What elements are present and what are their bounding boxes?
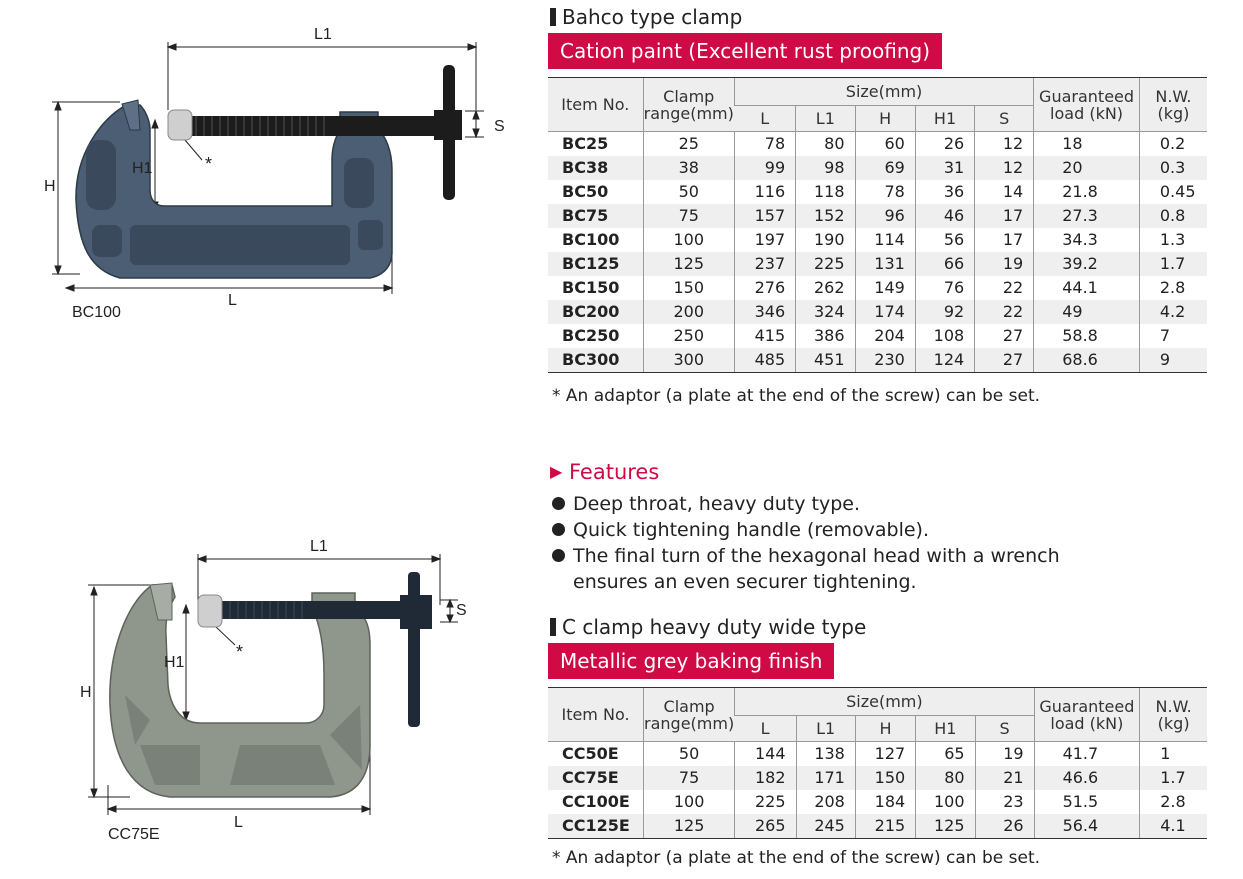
table-row: [548, 204, 1207, 228]
weight-cell: 7: [1139, 324, 1207, 348]
clamp-range-cell: 50: [644, 742, 735, 767]
size-cell: 245: [796, 814, 855, 839]
size-cell: 152: [796, 204, 855, 228]
header-item-no: Item No.: [548, 78, 643, 132]
header-nw: [1139, 78, 1207, 132]
size-cell: 17: [975, 204, 1034, 228]
header-nw-line1: N.W.: [1155, 696, 1192, 716]
dim-s-label: S: [494, 118, 505, 135]
section-mark: [550, 8, 556, 26]
size-cell: 26: [975, 814, 1034, 839]
size-cell: 237: [734, 252, 795, 276]
header-clamp-range: [643, 78, 734, 132]
section-title-cclamp: [550, 615, 866, 639]
load-cell: 34.3: [1034, 228, 1140, 252]
header-clamp-range-line2: range(mm): [643, 103, 734, 123]
item-no-cell: BC125: [548, 252, 643, 276]
clamp-range-cell: 125: [643, 252, 734, 276]
size-cell: 215: [855, 814, 915, 839]
clamp-range-cell: 38: [643, 156, 734, 180]
size-cell: 451: [796, 348, 855, 373]
item-no-cell: BC100: [562, 230, 620, 249]
header-h1: H1: [915, 106, 974, 132]
item-no-cell: CC125E: [548, 814, 644, 839]
dim-s-label-2: S: [456, 602, 467, 619]
item-no-cell: BC50: [562, 182, 609, 201]
dim-l1-label-2: L1: [310, 538, 328, 555]
bullet-icon: [552, 523, 565, 536]
weight-cell: 4.1: [1140, 814, 1207, 839]
size-cell: 26: [915, 132, 974, 157]
weight-cell: 1.3: [1139, 228, 1207, 252]
feature-text: The final turn of the hexagonal head with a wrench: [573, 545, 1060, 567]
size-cell: 19: [975, 742, 1034, 767]
feature-text: Deep throat, heavy duty type.: [573, 493, 861, 515]
clamp-range-cell: 25: [643, 132, 734, 157]
cc75e-clamp-drawing: [80, 545, 480, 825]
features-title-text: Features: [569, 460, 660, 484]
cclamp-table-body: [548, 742, 1207, 839]
weight-cell: 0.3: [1139, 156, 1207, 180]
finish-banner-cation: Cation paint (Excellent rust proofing): [548, 33, 942, 69]
table-row: [548, 228, 1207, 252]
load-cell: 51.5: [1034, 790, 1140, 814]
feature-text: Quick tightening handle (removable).: [573, 519, 929, 541]
size-cell: 157: [734, 204, 795, 228]
bc100-clamp-drawing: [40, 20, 530, 330]
size-cell: 22: [975, 300, 1034, 324]
weight-cell: 1: [1140, 742, 1207, 767]
weight-cell: 0.45: [1139, 180, 1207, 204]
adaptor-note-bottom: [552, 848, 1040, 868]
adaptor-star-label: *: [205, 154, 213, 174]
size-cell: 108: [915, 324, 974, 348]
table-row: [548, 324, 1207, 348]
table-row: [548, 814, 1207, 839]
load-cell: 39.2: [1034, 252, 1140, 276]
size-cell: 17: [975, 228, 1034, 252]
note-mark: *: [552, 848, 561, 868]
bahco-spec-table: [548, 77, 1207, 373]
table-row: [548, 766, 1207, 790]
load-cell: 21.8: [1034, 180, 1140, 204]
size-cell: 149: [855, 276, 915, 300]
load-cell: 41.7: [1034, 742, 1140, 767]
figure-caption-bc100: BC100: [72, 304, 121, 321]
header-l1: L1: [796, 106, 855, 132]
size-cell: 125: [916, 814, 975, 839]
weight-cell: 0.2: [1139, 132, 1207, 157]
load-cell: 20: [1034, 156, 1140, 180]
header-item-no: Item No.: [548, 688, 644, 742]
header-nw: [1140, 688, 1207, 742]
clamp-range-cell: 250: [643, 324, 734, 348]
table-row: [548, 790, 1207, 814]
dim-h1-label-2: H1: [164, 654, 185, 671]
dim-h1-label: H1: [132, 160, 153, 177]
table-row: [548, 156, 1207, 180]
size-cell: 324: [796, 300, 855, 324]
size-cell: 14: [975, 180, 1034, 204]
size-cell: 208: [796, 790, 855, 814]
clamp-range-cell: 150: [643, 276, 734, 300]
size-cell: 23: [975, 790, 1034, 814]
size-cell: 92: [915, 300, 974, 324]
header-load: [1034, 688, 1140, 742]
item-no-cell: BC75: [548, 204, 643, 228]
dim-l1-label: L1: [314, 26, 332, 43]
feature-item: [552, 543, 1060, 569]
load-cell: 58.8: [1034, 324, 1140, 348]
size-cell: 138: [796, 742, 855, 767]
dim-l-label-2: L: [234, 814, 243, 831]
section-title-text: Bahco type clamp: [562, 5, 743, 29]
header-h: H: [855, 716, 915, 742]
table-row: [548, 252, 1207, 276]
item-no-cell: CC75E: [548, 766, 644, 790]
header-s: S: [975, 716, 1034, 742]
table-row: [548, 180, 1207, 204]
size-cell: 21: [975, 766, 1034, 790]
size-cell: 56: [915, 228, 974, 252]
size-cell: 31: [915, 156, 974, 180]
size-cell: 78: [734, 132, 795, 157]
note-text: An adaptor (a plate at the end of the screw) can be set.: [565, 386, 1041, 406]
adaptor-star-label-2: *: [236, 642, 244, 662]
load-cell: 46.6: [1034, 766, 1140, 790]
header-s: S: [975, 106, 1034, 132]
dim-l-label: L: [228, 292, 237, 309]
size-cell: 276: [734, 276, 795, 300]
size-cell: 204: [855, 324, 915, 348]
size-cell: 190: [796, 228, 855, 252]
size-cell: 65: [916, 742, 975, 767]
header-h: H: [855, 106, 915, 132]
size-cell: 225: [735, 790, 796, 814]
finish-banner-metallic: Metallic grey baking finish: [548, 643, 834, 679]
size-cell: 22: [975, 276, 1034, 300]
clamp-range-cell: 50: [643, 180, 734, 204]
size-cell: 99: [734, 156, 795, 180]
load-cell: 18: [1034, 132, 1140, 157]
load-cell: 49: [1034, 300, 1140, 324]
size-cell: 100: [916, 790, 975, 814]
weight-cell: 2.8: [1139, 276, 1207, 300]
bullet-icon: [552, 549, 565, 562]
header-load-line2: load (kN): [1050, 103, 1124, 123]
feature-item-continuation: ensures an even securer tightening.: [573, 571, 917, 593]
clamp-range-cell: 75: [643, 204, 734, 228]
dim-h-label-2: H: [80, 684, 92, 701]
size-cell: 174: [855, 300, 915, 324]
header-load-line1: Guaranteed: [1039, 696, 1135, 716]
size-cell: 69: [855, 156, 915, 180]
header-nw-line2: (kg): [1157, 103, 1190, 123]
header-l: L: [734, 106, 795, 132]
size-cell: 197: [734, 228, 795, 252]
size-cell: 386: [796, 324, 855, 348]
clamp-range-cell: 125: [644, 814, 735, 839]
weight-cell: 9: [1139, 348, 1207, 373]
weight-cell: 4.2: [1139, 300, 1207, 324]
size-cell: 230: [855, 348, 915, 373]
size-cell: 27: [975, 348, 1034, 373]
header-load: [1034, 78, 1140, 132]
size-cell: 19: [975, 252, 1034, 276]
table-row: [548, 348, 1207, 373]
header-nw-line2: (kg): [1157, 713, 1190, 733]
section-title-text: C clamp heavy duty wide type: [562, 615, 867, 639]
size-cell: 150: [855, 766, 915, 790]
weight-cell: 1.7: [1139, 252, 1207, 276]
weight-cell: 1.7: [1140, 766, 1207, 790]
size-cell: 116: [734, 180, 795, 204]
section-mark: [550, 618, 556, 636]
feature-item: [552, 517, 929, 543]
header-size: Size(mm): [734, 78, 1033, 106]
note-text: An adaptor (a plate at the end of the screw) can be set.: [565, 848, 1041, 868]
size-cell: 262: [796, 276, 855, 300]
size-cell: 131: [855, 252, 915, 276]
item-no-cell: BC150: [562, 278, 620, 297]
section-title-bahco: [550, 5, 742, 29]
size-cell: 76: [915, 276, 974, 300]
header-l: L: [735, 716, 796, 742]
size-cell: 265: [735, 814, 796, 839]
table-row: [548, 132, 1207, 157]
cclamp-spec-table: [548, 687, 1207, 839]
size-cell: 118: [796, 180, 855, 204]
size-cell: 415: [734, 324, 795, 348]
feature-item: [552, 491, 860, 517]
load-cell: 44.1: [1034, 276, 1140, 300]
note-mark: *: [552, 386, 561, 406]
size-cell: 225: [796, 252, 855, 276]
load-cell: 27.3: [1034, 204, 1140, 228]
size-cell: 124: [915, 348, 974, 373]
header-l1: L1: [796, 716, 855, 742]
item-no-cell: BC250: [562, 326, 620, 345]
header-nw-line1: N.W.: [1155, 86, 1192, 106]
size-cell: 98: [796, 156, 855, 180]
item-no-cell: CC50E: [562, 744, 619, 763]
table-row: [548, 742, 1207, 767]
triangle-icon: ▶: [550, 462, 563, 481]
header-clamp-range-line1: Clamp: [663, 696, 715, 716]
dim-h-label: H: [44, 178, 56, 195]
size-cell: 127: [855, 742, 915, 767]
load-cell: 68.6: [1034, 348, 1140, 373]
size-cell: 60: [855, 132, 915, 157]
size-cell: 78: [855, 180, 915, 204]
size-cell: 27: [975, 324, 1034, 348]
size-cell: 80: [796, 132, 855, 157]
size-cell: 66: [915, 252, 974, 276]
load-cell: 56.4: [1034, 814, 1140, 839]
size-cell: 171: [796, 766, 855, 790]
figure-caption-cc75e: CC75E: [108, 826, 160, 843]
clamp-range-cell: 200: [643, 300, 734, 324]
clamp-range-cell: 100: [643, 228, 734, 252]
table-row: [548, 300, 1207, 324]
size-cell: 346: [734, 300, 795, 324]
size-cell: 184: [855, 790, 915, 814]
bahco-table-body: [548, 132, 1207, 373]
clamp-range-cell: 100: [644, 790, 735, 814]
header-clamp-range-line1: Clamp: [663, 86, 715, 106]
size-cell: 36: [915, 180, 974, 204]
weight-cell: 0.8: [1139, 204, 1207, 228]
header-clamp-range: [644, 688, 735, 742]
header-clamp-range-line2: range(mm): [644, 713, 735, 733]
clamp-range-cell: 300: [643, 348, 734, 373]
item-no-cell: BC300: [548, 348, 643, 373]
header-load-line1: Guaranteed: [1039, 86, 1135, 106]
item-no-cell: BC38: [548, 156, 643, 180]
header-size: Size(mm): [735, 688, 1034, 716]
bullet-icon: [552, 497, 565, 510]
table-row: [548, 276, 1207, 300]
item-no-cell: BC25: [562, 134, 609, 153]
weight-cell: 2.8: [1140, 790, 1207, 814]
size-cell: 144: [735, 742, 796, 767]
size-cell: 46: [915, 204, 974, 228]
clamp-range-cell: 75: [644, 766, 735, 790]
size-cell: 12: [975, 132, 1034, 157]
size-cell: 114: [855, 228, 915, 252]
features-heading: [550, 460, 659, 484]
item-no-cell: BC200: [548, 300, 643, 324]
size-cell: 96: [855, 204, 915, 228]
size-cell: 485: [734, 348, 795, 373]
size-cell: 80: [916, 766, 975, 790]
header-load-line2: load (kN): [1050, 713, 1124, 733]
item-no-cell: CC100E: [562, 792, 630, 811]
size-cell: 182: [735, 766, 796, 790]
header-h1: H1: [916, 716, 975, 742]
adaptor-note-top: [552, 386, 1040, 406]
size-cell: 12: [975, 156, 1034, 180]
